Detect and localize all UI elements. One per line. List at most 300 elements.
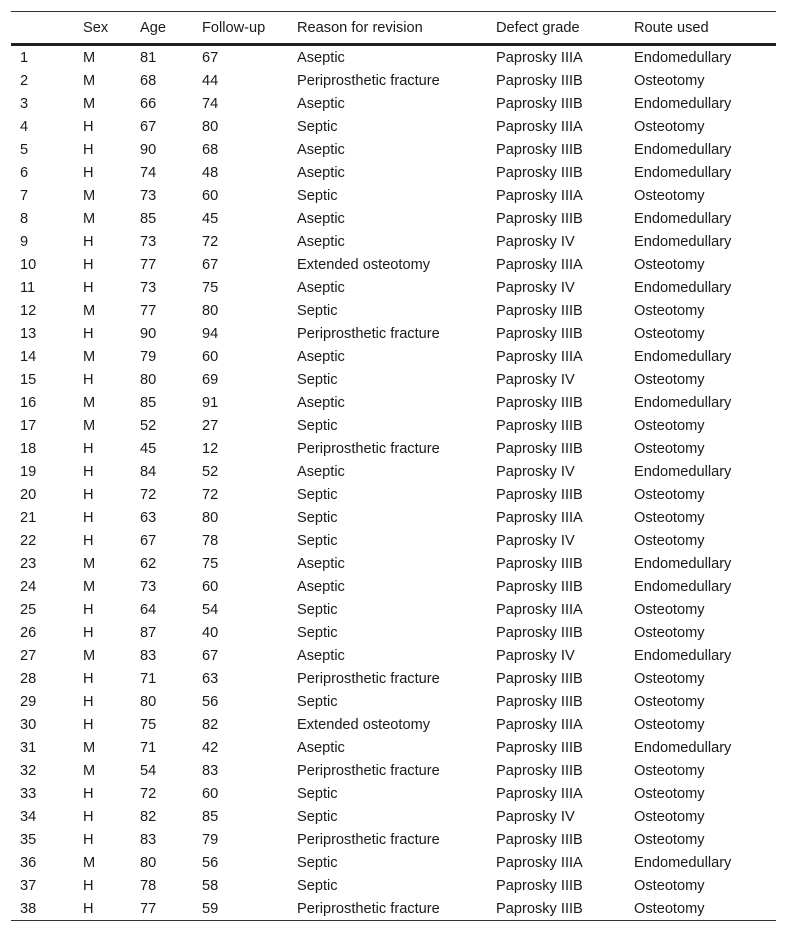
column-header-patient-number [11,12,83,45]
cell-sex: H [83,785,94,802]
cell-patient-number: 38 [20,900,37,917]
cell-follow-up: 68 [202,141,219,158]
cell-route-used: Osteotomy [634,624,705,641]
cell-sex: H [83,463,94,480]
column-header-route-used: Route used [634,12,776,45]
cell-defect-grade: Paprosky IIIB [496,670,583,687]
table-row [11,391,776,414]
cell-sex: M [83,555,96,572]
cell-patient-number: 2 [20,72,29,89]
table-row [11,575,776,598]
cell-sex: M [83,417,96,434]
cell-follow-up: 72 [202,486,219,503]
cell-follow-up: 60 [202,578,219,595]
cell-defect-grade: Paprosky IIIB [496,900,583,917]
cell-sex: M [83,348,96,365]
table-row [11,759,776,782]
cell-reason-for-revision: Aseptic [297,739,345,756]
cell-age: 74 [140,164,157,181]
cell-sex: H [83,532,94,549]
table-row [11,529,776,552]
cell-age: 73 [140,578,157,595]
cell-patient-number: 29 [20,693,37,710]
table-row [11,667,776,690]
cell-reason-for-revision: Septic [297,302,338,319]
cell-sex: H [83,233,94,250]
cell-reason-for-revision: Periprosthetic fracture [297,325,440,342]
cell-defect-grade: Paprosky IV [496,808,575,825]
cell-sex: M [83,95,96,112]
cell-reason-for-revision: Aseptic [297,95,345,112]
cell-defect-grade: Paprosky IIIB [496,739,583,756]
cell-age: 75 [140,716,157,733]
cell-route-used: Osteotomy [634,900,705,917]
cell-age: 67 [140,532,157,549]
table-row [11,230,776,253]
cell-route-used: Osteotomy [634,302,705,319]
cell-sex: M [83,72,96,89]
cell-route-used: Osteotomy [634,417,705,434]
cell-age: 85 [140,210,157,227]
cell-sex: H [83,509,94,526]
cell-reason-for-revision: Septic [297,509,338,526]
cell-defect-grade: Paprosky IIIA [496,348,583,365]
cell-sex: H [83,118,94,135]
cell-route-used: Osteotomy [634,509,705,526]
cell-follow-up: 12 [202,440,219,457]
cell-reason-for-revision: Aseptic [297,210,345,227]
cell-age: 77 [140,900,157,917]
cell-age: 72 [140,785,157,802]
table-row [11,483,776,506]
cell-defect-grade: Paprosky IV [496,279,575,296]
cell-defect-grade: Paprosky IIIB [496,141,583,158]
cell-age: 87 [140,624,157,641]
cell-follow-up: 56 [202,854,219,871]
cell-reason-for-revision: Septic [297,601,338,618]
table-row [11,299,776,322]
table-row [11,644,776,667]
cell-defect-grade: Paprosky IIIA [496,716,583,733]
cell-sex: H [83,256,94,273]
cell-patient-number: 17 [20,417,37,434]
cell-age: 83 [140,647,157,664]
cell-age: 80 [140,854,157,871]
cell-route-used: Endomedullary [634,233,732,250]
cell-route-used: Osteotomy [634,785,705,802]
cell-defect-grade: Paprosky IIIB [496,95,583,112]
cell-patient-number: 11 [20,279,36,296]
cell-route-used: Endomedullary [634,394,732,411]
cell-patient-number: 13 [20,325,37,342]
cell-reason-for-revision: Extended osteotomy [297,256,431,273]
column-header-age: Age [140,12,202,45]
cell-patient-number: 5 [20,141,29,158]
cell-patient-number: 37 [20,877,37,894]
cell-route-used: Osteotomy [634,601,705,618]
cell-reason-for-revision: Aseptic [297,348,345,365]
cell-age: 83 [140,831,157,848]
cell-age: 62 [140,555,157,572]
cell-follow-up: 63 [202,670,219,687]
cell-route-used: Endomedullary [634,95,732,112]
cell-route-used: Osteotomy [634,670,705,687]
cell-follow-up: 72 [202,233,219,250]
cell-defect-grade: Paprosky IIIB [496,394,583,411]
cell-patient-number: 1 [20,49,29,66]
cell-patient-number: 30 [20,716,37,733]
cell-patient-number: 26 [20,624,37,641]
column-header-follow-up: Follow-up [202,12,297,45]
table-row [11,276,776,299]
cell-defect-grade: Paprosky IIIB [496,302,583,319]
cell-patient-number: 16 [20,394,37,411]
cell-route-used: Osteotomy [634,118,705,135]
cell-defect-grade: Paprosky IV [496,532,575,549]
cell-age: 85 [140,394,157,411]
cell-follow-up: 78 [202,532,219,549]
cell-reason-for-revision: Aseptic [297,49,345,66]
cell-age: 82 [140,808,157,825]
cell-sex: H [83,693,94,710]
cell-patient-number: 7 [20,187,29,204]
cell-age: 90 [140,141,157,158]
cell-route-used: Endomedullary [634,348,732,365]
cell-age: 79 [140,348,157,365]
table-row [11,782,776,805]
cell-patient-number: 18 [20,440,37,457]
cell-defect-grade: Paprosky IIIB [496,555,583,572]
cell-defect-grade: Paprosky IV [496,371,575,388]
cell-sex: H [83,371,94,388]
cell-reason-for-revision: Extended osteotomy [297,716,431,733]
cell-defect-grade: Paprosky IIIB [496,578,583,595]
cell-follow-up: 75 [202,279,219,296]
cell-defect-grade: Paprosky IIIB [496,831,583,848]
cell-route-used: Osteotomy [634,716,705,733]
cell-route-used: Endomedullary [634,463,732,480]
cell-reason-for-revision: Periprosthetic fracture [297,762,440,779]
cell-age: 54 [140,762,157,779]
column-header-reason-for-revision: Reason for revision [297,12,496,45]
table-row [11,368,776,391]
cell-follow-up: 59 [202,900,219,917]
cell-route-used: Osteotomy [634,762,705,779]
cell-patient-number: 6 [20,164,29,181]
cell-patient-number: 3 [20,95,29,112]
cell-sex: M [83,739,96,756]
cell-sex: M [83,578,96,595]
column-header-defect-grade: Defect grade [496,12,634,45]
cell-route-used: Endomedullary [634,739,732,756]
table-row [11,713,776,736]
cell-reason-for-revision: Septic [297,532,338,549]
cell-patient-number: 28 [20,670,37,687]
cell-follow-up: 75 [202,555,219,572]
cell-defect-grade: Paprosky IIIA [496,118,583,135]
cell-reason-for-revision: Aseptic [297,279,345,296]
cell-reason-for-revision: Aseptic [297,141,345,158]
cell-route-used: Osteotomy [634,187,705,204]
cell-reason-for-revision: Periprosthetic fracture [297,72,440,89]
table-row [11,690,776,713]
table-row [11,828,776,851]
table-row [11,322,776,345]
cell-patient-number: 4 [20,118,29,135]
cell-defect-grade: Paprosky IIIA [496,49,583,66]
cell-age: 67 [140,118,157,135]
cell-follow-up: 83 [202,762,219,779]
table-row [11,69,776,92]
cell-follow-up: 45 [202,210,219,227]
cell-reason-for-revision: Aseptic [297,164,345,181]
cell-sex: H [83,624,94,641]
cell-defect-grade: Paprosky IIIB [496,417,583,434]
cell-sex: H [83,440,94,457]
cell-reason-for-revision: Septic [297,877,338,894]
cell-reason-for-revision: Septic [297,693,338,710]
cell-reason-for-revision: Septic [297,371,338,388]
table-row [11,460,776,483]
column-header-sex: Sex [83,12,140,45]
cell-patient-number: 9 [20,233,29,250]
cell-defect-grade: Paprosky IIIA [496,601,583,618]
cell-age: 73 [140,233,157,250]
cell-route-used: Endomedullary [634,279,732,296]
cell-patient-number: 36 [20,854,37,871]
cell-sex: M [83,854,96,871]
cell-defect-grade: Paprosky IIIB [496,210,583,227]
table-body [11,45,776,921]
cell-reason-for-revision: Septic [297,808,338,825]
cell-follow-up: 80 [202,509,219,526]
cell-sex: H [83,601,94,618]
cell-age: 90 [140,325,157,342]
cell-route-used: Osteotomy [634,325,705,342]
cell-sex: M [83,49,96,66]
cell-defect-grade: Paprosky IIIB [496,440,583,457]
cell-route-used: Endomedullary [634,854,732,871]
cell-route-used: Endomedullary [634,578,732,595]
table-header [11,12,776,45]
cell-age: 77 [140,302,157,319]
cell-sex: H [83,831,94,848]
table-row [11,851,776,874]
cell-route-used: Endomedullary [634,555,732,572]
cell-route-used: Endomedullary [634,647,732,664]
cell-reason-for-revision: Septic [297,785,338,802]
cell-patient-number: 20 [20,486,37,503]
table-row [11,414,776,437]
cell-follow-up: 56 [202,693,219,710]
cell-follow-up: 40 [202,624,219,641]
cell-age: 84 [140,463,157,480]
cell-follow-up: 60 [202,785,219,802]
cell-follow-up: 52 [202,463,219,480]
cell-reason-for-revision: Periprosthetic fracture [297,831,440,848]
cell-sex: H [83,670,94,687]
cell-follow-up: 60 [202,348,219,365]
cell-patient-number: 14 [20,348,37,365]
cell-follow-up: 67 [202,49,219,66]
cell-defect-grade: Paprosky IIIB [496,325,583,342]
cell-follow-up: 80 [202,118,219,135]
cell-age: 77 [140,256,157,273]
cell-age: 78 [140,877,157,894]
table-row [11,506,776,529]
cell-sex: M [83,394,96,411]
cell-route-used: Osteotomy [634,693,705,710]
cell-follow-up: 60 [202,187,219,204]
cell-follow-up: 74 [202,95,219,112]
cell-route-used: Osteotomy [634,831,705,848]
cell-follow-up: 69 [202,371,219,388]
cell-route-used: Endomedullary [634,49,732,66]
table-row [11,736,776,759]
table-row [11,207,776,230]
table-row [11,184,776,207]
table-row [11,92,776,115]
cell-age: 71 [140,670,157,687]
cell-follow-up: 94 [202,325,219,342]
table-row [11,874,776,897]
cell-route-used: Endomedullary [634,164,732,181]
cell-reason-for-revision: Periprosthetic fracture [297,670,440,687]
table-row [11,253,776,276]
cell-follow-up: 42 [202,739,219,756]
cell-defect-grade: Paprosky IIIA [496,785,583,802]
cell-patient-number: 33 [20,785,37,802]
cell-patient-number: 10 [20,256,37,273]
cell-patient-number: 32 [20,762,37,779]
cell-patient-number: 31 [20,739,37,756]
cell-age: 81 [140,49,157,66]
cell-patient-number: 15 [20,371,37,388]
cell-sex: H [83,808,94,825]
cell-reason-for-revision: Septic [297,417,338,434]
cell-follow-up: 67 [202,647,219,664]
cell-age: 45 [140,440,157,457]
cell-age: 66 [140,95,157,112]
cell-defect-grade: Paprosky IIIA [496,854,583,871]
cell-route-used: Osteotomy [634,532,705,549]
cell-sex: H [83,486,94,503]
cell-reason-for-revision: Periprosthetic fracture [297,440,440,457]
cell-age: 80 [140,693,157,710]
cell-defect-grade: Paprosky IV [496,233,575,250]
cell-sex: M [83,762,96,779]
patient-table [11,11,776,921]
cell-follow-up: 58 [202,877,219,894]
cell-sex: H [83,141,94,158]
table-row [11,138,776,161]
cell-sex: H [83,164,94,181]
cell-defect-grade: Paprosky IIIB [496,72,583,89]
table-row [11,897,776,921]
cell-age: 68 [140,72,157,89]
table-row [11,805,776,828]
cell-reason-for-revision: Septic [297,624,338,641]
cell-defect-grade: Paprosky IIIB [496,762,583,779]
cell-age: 64 [140,601,157,618]
cell-route-used: Osteotomy [634,808,705,825]
cell-reason-for-revision: Aseptic [297,647,345,664]
cell-age: 72 [140,486,157,503]
cell-route-used: Osteotomy [634,486,705,503]
cell-sex: M [83,302,96,319]
cell-follow-up: 44 [202,72,219,89]
cell-reason-for-revision: Aseptic [297,394,345,411]
cell-sex: H [83,877,94,894]
cell-defect-grade: Paprosky IV [496,463,575,480]
cell-patient-number: 21 [20,509,37,526]
table-row [11,115,776,138]
cell-sex: H [83,900,94,917]
table-row [11,345,776,368]
cell-patient-number: 35 [20,831,37,848]
cell-route-used: Osteotomy [634,877,705,894]
cell-sex: M [83,210,96,227]
cell-follow-up: 91 [202,394,219,411]
cell-route-used: Endomedullary [634,141,732,158]
cell-defect-grade: Paprosky IIIB [496,624,583,641]
cell-reason-for-revision: Aseptic [297,578,345,595]
cell-patient-number: 12 [20,302,37,319]
cell-defect-grade: Paprosky IIIB [496,486,583,503]
table-row [11,437,776,460]
cell-reason-for-revision: Septic [297,854,338,871]
cell-follow-up: 85 [202,808,219,825]
cell-sex: M [83,187,96,204]
cell-sex: H [83,325,94,342]
cell-defect-grade: Paprosky IV [496,647,575,664]
cell-route-used: Osteotomy [634,256,705,273]
cell-age: 63 [140,509,157,526]
cell-patient-number: 8 [20,210,29,227]
cell-follow-up: 80 [202,302,219,319]
table-row [11,621,776,644]
cell-patient-number: 22 [20,532,37,549]
cell-patient-number: 34 [20,808,37,825]
cell-defect-grade: Paprosky IIIB [496,164,583,181]
cell-defect-grade: Paprosky IIIB [496,877,583,894]
cell-reason-for-revision: Periprosthetic fracture [297,900,440,917]
cell-defect-grade: Paprosky IIIA [496,256,583,273]
cell-route-used: Endomedullary [634,210,732,227]
table-row [11,552,776,575]
cell-follow-up: 27 [202,417,219,434]
cell-reason-for-revision: Aseptic [297,233,345,250]
cell-age: 71 [140,739,157,756]
cell-age: 52 [140,417,157,434]
cell-age: 73 [140,187,157,204]
table-row [11,45,776,70]
cell-age: 80 [140,371,157,388]
cell-reason-for-revision: Aseptic [297,555,345,572]
cell-patient-number: 24 [20,578,37,595]
cell-patient-number: 25 [20,601,37,618]
cell-patient-number: 19 [20,463,37,480]
table-row [11,598,776,621]
cell-reason-for-revision: Septic [297,486,338,503]
cell-follow-up: 48 [202,164,219,181]
cell-patient-number: 27 [20,647,37,664]
cell-reason-for-revision: Septic [297,187,338,204]
cell-reason-for-revision: Aseptic [297,463,345,480]
header-row [11,12,776,45]
cell-sex: M [83,647,96,664]
cell-defect-grade: Paprosky IIIA [496,187,583,204]
